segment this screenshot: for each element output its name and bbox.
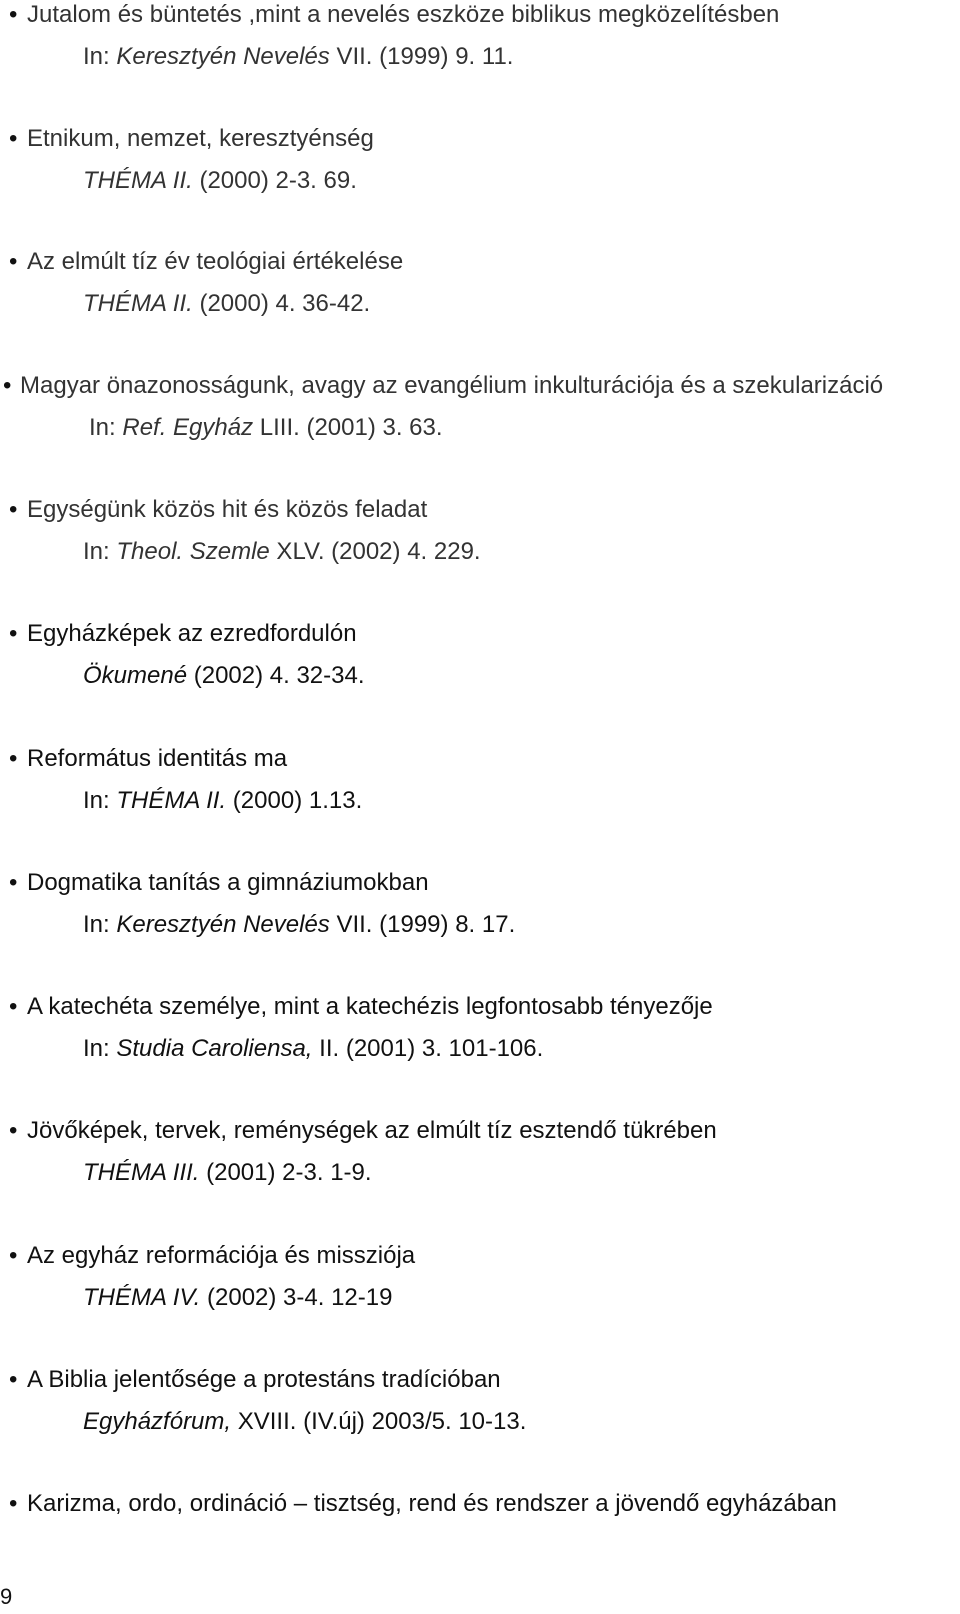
entry-source [83, 537, 481, 567]
entry-title: Dogmatika tanítás a gimnáziumokban [27, 869, 429, 896]
entry-title: Etnikum, nemzet, keresztyénség [27, 125, 374, 152]
source-publication: THÉMA II. [83, 290, 193, 317]
entry-source [83, 1158, 372, 1188]
entry-title: Egységünk közös hit és közös feladat [27, 496, 428, 523]
bullet-icon: • [9, 1490, 18, 1517]
source-publication: Ökumené [83, 662, 188, 689]
source-details: VII. (1999) 8. 17. [329, 911, 516, 938]
bullet-icon: • [9, 869, 18, 896]
source-publication: THÉMA IV. [83, 1284, 201, 1311]
source-prefix: In: [83, 911, 117, 938]
entry-title: Karizma, ordo, ordináció – tisztség, rend és rendszer a jövendő egyházában [27, 1490, 837, 1517]
bullet-icon: • [9, 125, 18, 152]
entry-title: Református identitás ma [27, 745, 288, 772]
source-prefix: In: [83, 1035, 117, 1062]
entry-title: Az elmúlt tíz év teológiai értékelése [27, 248, 404, 275]
entry-title: Jutalom és büntetés ,mint a nevelés eszköze biblikus megközelítésben [27, 1, 780, 28]
entry-source [83, 1407, 526, 1437]
source-publication: Ref. Egyház [122, 414, 254, 441]
source-publication: Keresztyén Nevelés [116, 43, 330, 70]
source-prefix: In: [83, 43, 117, 70]
source-publication: THÉMA II. [116, 787, 227, 814]
entry-source [83, 289, 370, 319]
entry-source [83, 786, 362, 816]
source-details: II. (2001) 3. 101-106. [312, 1035, 544, 1062]
entry-source [83, 910, 515, 940]
source-publication: THÉMA III. [83, 1159, 200, 1186]
source-publication: Egyházfórum, [83, 1408, 232, 1435]
entry-source [83, 661, 365, 691]
entry-title: Magyar önazonosságunk, avagy az evangélium inkulturációja és a szekularizáció [20, 372, 884, 399]
entry-title: Az egyház reformációja és missziója [27, 1242, 416, 1269]
source-details: (2002) 4. 32-34. [187, 662, 365, 689]
entry-source [83, 42, 513, 72]
source-publication: THÉMA II. [83, 167, 193, 194]
entry-source [83, 166, 357, 196]
source-publication: Studia Caroliensa, [116, 1035, 313, 1062]
source-details: XVIII. (IV.új) 2003/5. 10-13. [231, 1408, 527, 1435]
source-prefix: In: [83, 538, 117, 565]
source-details: (2002) 3-4. 12-19 [200, 1284, 393, 1311]
entry-source [89, 413, 443, 443]
bullet-icon: • [9, 1, 18, 28]
source-prefix: In: [89, 414, 123, 441]
bullet-icon: • [3, 372, 12, 399]
source-details: (2000) 4. 36-42. [192, 290, 371, 317]
source-details: (2000) 2-3. 69. [192, 167, 357, 194]
bullet-icon: • [9, 1117, 18, 1144]
entry-title: Jövőképek, tervek, reménységek az elmúlt tíz esztendő tükrében [27, 1117, 717, 1144]
entry-source [83, 1034, 543, 1064]
page-number: 9 [0, 1584, 13, 1609]
source-details: XLV. (2002) 4. 229. [269, 538, 481, 565]
bullet-icon: • [9, 496, 18, 523]
entry-title: A Biblia jelentősége a protestáns tradícióban [27, 1366, 501, 1393]
bullet-icon: • [9, 745, 18, 772]
bullet-icon: • [9, 993, 18, 1020]
source-details: (2001) 2-3. 1-9. [199, 1159, 372, 1186]
bullet-icon: • [9, 620, 18, 647]
entry-source [83, 1283, 392, 1313]
source-publication: Keresztyén Nevelés [116, 911, 330, 938]
bullet-icon: • [9, 1366, 18, 1393]
source-publication: Theol. Szemle [116, 538, 270, 565]
bullet-icon: • [9, 1242, 18, 1269]
bullet-icon: • [9, 248, 18, 275]
entry-title: Egyházképek az ezredfordulón [27, 620, 357, 647]
source-details: (2000) 1.13. [226, 787, 363, 814]
source-details: VII. (1999) 9. 11. [329, 43, 514, 70]
source-prefix: In: [83, 787, 117, 814]
entry-title: A katechéta személye, mint a katechézis legfontosabb tényezője [27, 993, 713, 1020]
source-details: LIII. (2001) 3. 63. [253, 414, 443, 441]
